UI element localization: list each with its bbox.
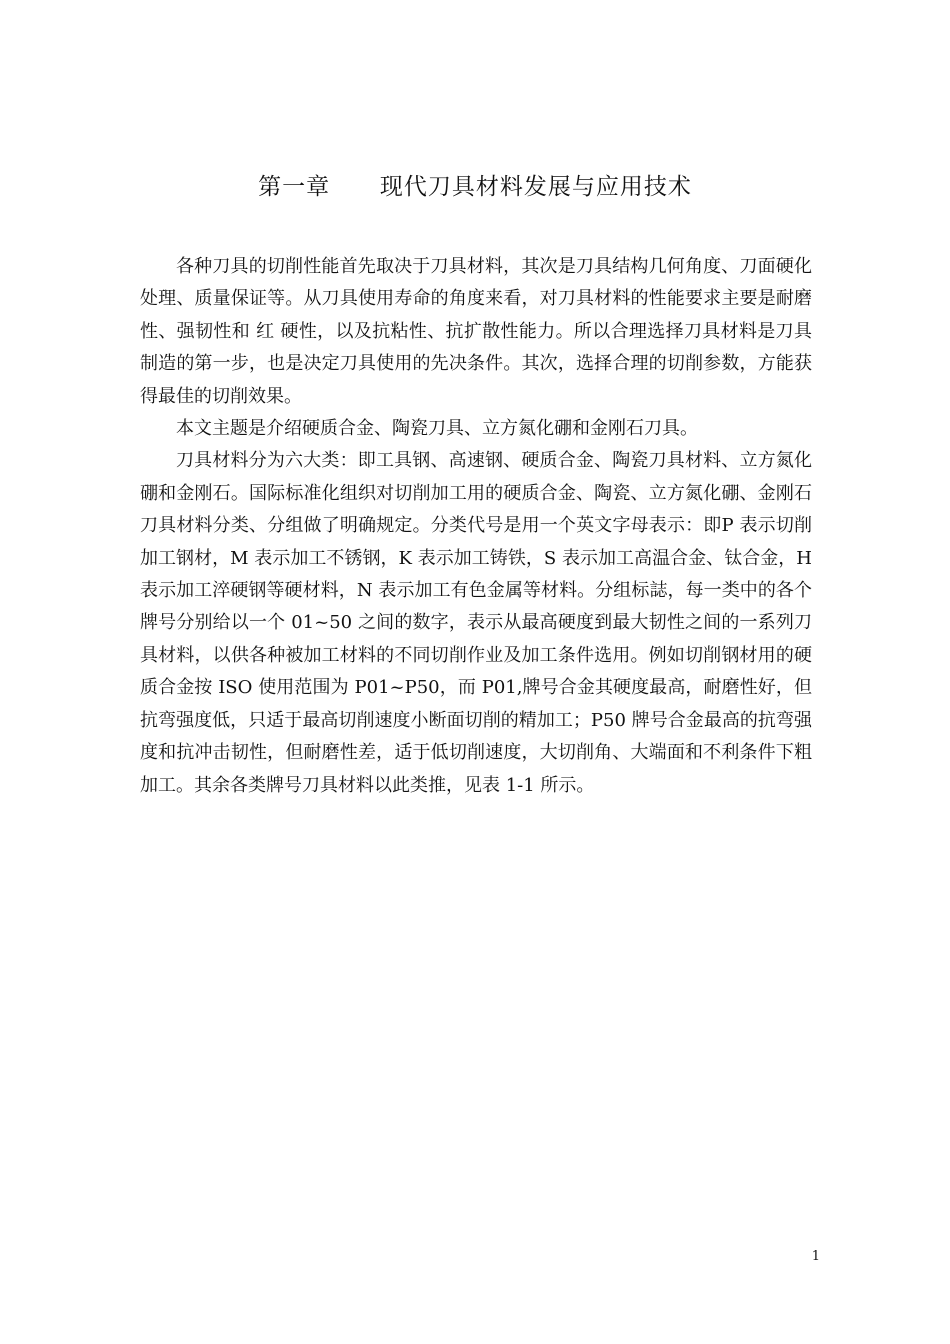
chapter-title: 第一章 现代刀具材料发展与应用技术 [258,174,692,200]
page-number: 1 [811,1249,820,1264]
paragraph-classification: 刀具材料分为六大类：即工具钢、高速钢、硬质合金、陶瓷刀具材料、立方氮化硼和金刚石。国际标准化组织对切削加工用的硬质合金、陶瓷、立方氮化硼、金刚石刀具材料分类、分组做了明确规定。分类代号是用一个英文字母表示：即P 表示切削加工钢材，M 表示加工不锈钢，K 表示加工铸铁，S 表示加工高温合金、钛合金，H 表示加工淬硬钢等硬材料，N 表示加工有色金属等材料。分组标誌，每一类中的各个牌号分别给以一个 01~50 之间的数字，表示从最高硬度到最大韧性之间的一系列刀具材料，以供各种被加工材料的不同切削作业及加工条件选用。例如切削钢材用的硬质合金按 ISO 使用范围为 P01~P50，而 P01,牌号合金其硬度最高，耐磨性好，但抗弯强度低，只适于最高切削速度小断面切削的精加工；P50 牌号合金最高的抗弯强度和抗冲击韧性，但耐磨性差，适于低切削速度，大切削角、大端面和不利条件下粗加工。其余各类牌号刀具材料以此类推，见表 1-1 所示。 [140,450,812,796]
body-text [140,251,812,802]
paragraph-topic: 本文主题是介绍硬质合金、陶瓷刀具、立方氮化硼和金刚石刀具。 [176,418,698,440]
paragraph-intro: 各种刀具的切削性能首先取决于刀具材料，其次是刀具结构几何角度、刀面硬化处理、质量保证等。从刀具使用寿命的角度来看，对刀具材料的性能要求主要是耐磨性、强韧性和 红 硬性，以及抗粘性、抗扩散性能力。所以合理选择刀具材料是刀具制造的第一步，也是决定刀具使用的先决条件。其次，选择合理的切削参数，方能获得最佳的切削效果。 [140,256,812,407]
